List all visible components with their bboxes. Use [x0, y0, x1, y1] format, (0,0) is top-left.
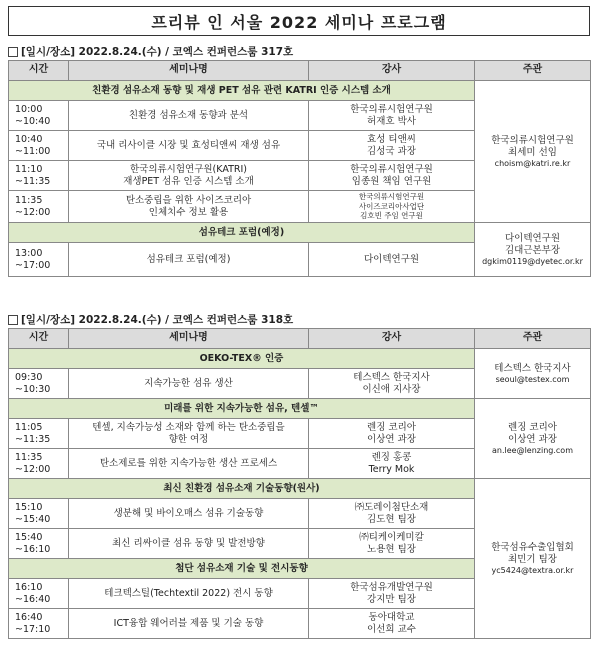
header-host: 주관: [475, 61, 591, 81]
speaker-cell: 한국섬유개발연구원 강지만 팀장: [309, 579, 475, 609]
table-header-row: [9, 329, 591, 349]
time-cell: 11:35 ~12:00: [9, 449, 69, 479]
section1-heading: [8, 44, 293, 59]
group-title: 최신 친환경 섬유소재 기술동향(원사): [9, 479, 475, 499]
time-cell: 09:30 ~10:30: [9, 369, 69, 399]
host-email: choism@katri.re.kr: [494, 158, 571, 168]
host-cell: [475, 81, 591, 223]
speaker-cell: 효성 티앤씨 김성국 과장: [309, 131, 475, 161]
seminar-cell: 탄소제로를 위한 지속가능한 생산 프로세스: [69, 449, 309, 479]
host-person: 이상연 과장: [508, 433, 557, 445]
seminar-cell: 텐셀, 지속가능성 소재와 함께 하는 탄소중립을 향한 여정: [69, 419, 309, 449]
section1-heading-text: [일시/장소] 2022.8.24.(수) / 코엑스 컨퍼런스룸 317호: [21, 46, 294, 58]
checkbox-icon: [8, 315, 18, 325]
host-email: dgkim0119@dyetec.or.kr: [482, 256, 583, 266]
speaker-cell: 다이텍연구원: [309, 243, 475, 277]
time-cell: 11:10 ~11:35: [9, 161, 69, 191]
seminar-cell: 한국의류시험연구원(KATRI) 재생PET 섬유 인증 시스템 소개: [69, 161, 309, 191]
host-cell: [475, 223, 591, 277]
speaker-cell: 테스텍스 한국지사 이신애 지사장: [309, 369, 475, 399]
page-title-text: 프리뷰 인 서울 2022 세미나 프로그램: [151, 12, 447, 32]
group-title: 미래를 위한 지속가능한 섬유, 텐셀™: [9, 399, 475, 419]
header-time: 시간: [9, 61, 69, 81]
host-cell: [475, 349, 591, 399]
group-title: 섬유테크 포럼(예정): [9, 223, 475, 243]
header-speaker: 강사: [309, 61, 475, 81]
table-header-row: [9, 61, 591, 81]
time-cell: 16:40 ~17:10: [9, 609, 69, 639]
speaker-cell: ㈜티케이케미칼 노용현 팀장: [309, 529, 475, 559]
time-cell: 16:10 ~16:40: [9, 579, 69, 609]
speaker-cell: 렌징 홍콩 Terry Mok: [309, 449, 475, 479]
time-cell: 11:05 ~11:35: [9, 419, 69, 449]
seminar-cell: 지속가능한 섬유 생산: [69, 369, 309, 399]
speaker-cell: ㈜도레이첨단소재 김도현 팀장: [309, 499, 475, 529]
host-org: 테스텍스 한국지사: [494, 362, 571, 374]
section2-table: [8, 328, 591, 639]
time-cell: 10:40 ~11:00: [9, 131, 69, 161]
seminar-cell: 국내 리사이클 시장 및 효성티앤씨 재생 섬유: [69, 131, 309, 161]
seminar-cell: ICT융합 웨어러블 제품 및 기술 동향: [69, 609, 309, 639]
host-org: 다이텍연구원: [504, 233, 561, 245]
group-title: OEKO-TEX® 인증: [9, 349, 475, 369]
time-cell: 13:00 ~17:00: [9, 243, 69, 277]
group-title: 첨단 섬유소재 기술 및 전시동향: [9, 559, 475, 579]
group-row: [9, 81, 591, 101]
group-row: [9, 479, 591, 499]
header-seminar: 세미나명: [69, 329, 309, 349]
section2-heading: [8, 312, 293, 327]
time-cell: 15:10 ~15:40: [9, 499, 69, 529]
host-cell: [475, 399, 591, 479]
seminar-cell: 생분해 및 바이오매스 섬유 기술동향: [69, 499, 309, 529]
section2-heading-text: [일시/장소] 2022.8.24.(수) / 코엑스 컨퍼런스룸 318호: [21, 314, 294, 326]
page-title: [8, 6, 590, 36]
seminar-cell: 최신 리싸이클 섬유 동향 및 발전방향: [69, 529, 309, 559]
seminar-cell: 탄소중립을 위한 사이즈코리아 인체치수 정보 활용: [69, 191, 309, 223]
time-cell: 10:00 ~10:40: [9, 101, 69, 131]
checkbox-icon: [8, 47, 18, 57]
host-email: an.lee@lenzing.com: [492, 445, 573, 455]
header-seminar: 세미나명: [69, 61, 309, 81]
header-speaker: 강사: [309, 329, 475, 349]
time-cell: 15:40 ~16:10: [9, 529, 69, 559]
group-row: [9, 399, 591, 419]
host-org: 렌징 코리아: [508, 422, 557, 434]
host-person: 최세미 선임: [508, 146, 557, 158]
group-title: 친환경 섬유소재 동향 및 재생 PET 섬유 관련 KATRI 인증 시스템 소개: [9, 81, 475, 101]
header-host: 주관: [475, 329, 591, 349]
group-row: [9, 223, 591, 243]
speaker-cell: 동아대학교 이선희 교수: [309, 609, 475, 639]
host-org: 한국섬유수출입협회: [491, 542, 574, 554]
seminar-cell: 친환경 섬유소재 동향과 분석: [69, 101, 309, 131]
host-person: 최민기 팀장: [508, 553, 557, 565]
section1-table: [8, 60, 591, 277]
seminar-cell: 테크텍스틸(Techtextil 2022) 전시 동향: [69, 579, 309, 609]
host-cell: [475, 479, 591, 639]
header-time: 시간: [9, 329, 69, 349]
speaker-cell: 한국의류시험연구원 허재호 박사: [309, 101, 475, 131]
time-cell: 11:35 ~12:00: [9, 191, 69, 223]
speaker-cell: 한국의류시험연구원 임종원 책임 연구원: [309, 161, 475, 191]
seminar-cell: 섬유테크 포럼(예정): [69, 243, 309, 277]
host-email: yc5424@textra.or.kr: [491, 565, 574, 575]
host-person: 김대근본부장: [504, 244, 561, 256]
group-row: [9, 349, 591, 369]
host-org: 한국의류시험연구원: [491, 135, 574, 147]
host-email: seoul@testex.com: [495, 374, 570, 384]
speaker-cell: 렌징 코리아 이상연 과장: [309, 419, 475, 449]
speaker-cell: 한국의류시험연구원 사이즈코리아사업단 김호빈 주임 연구원: [309, 191, 475, 223]
